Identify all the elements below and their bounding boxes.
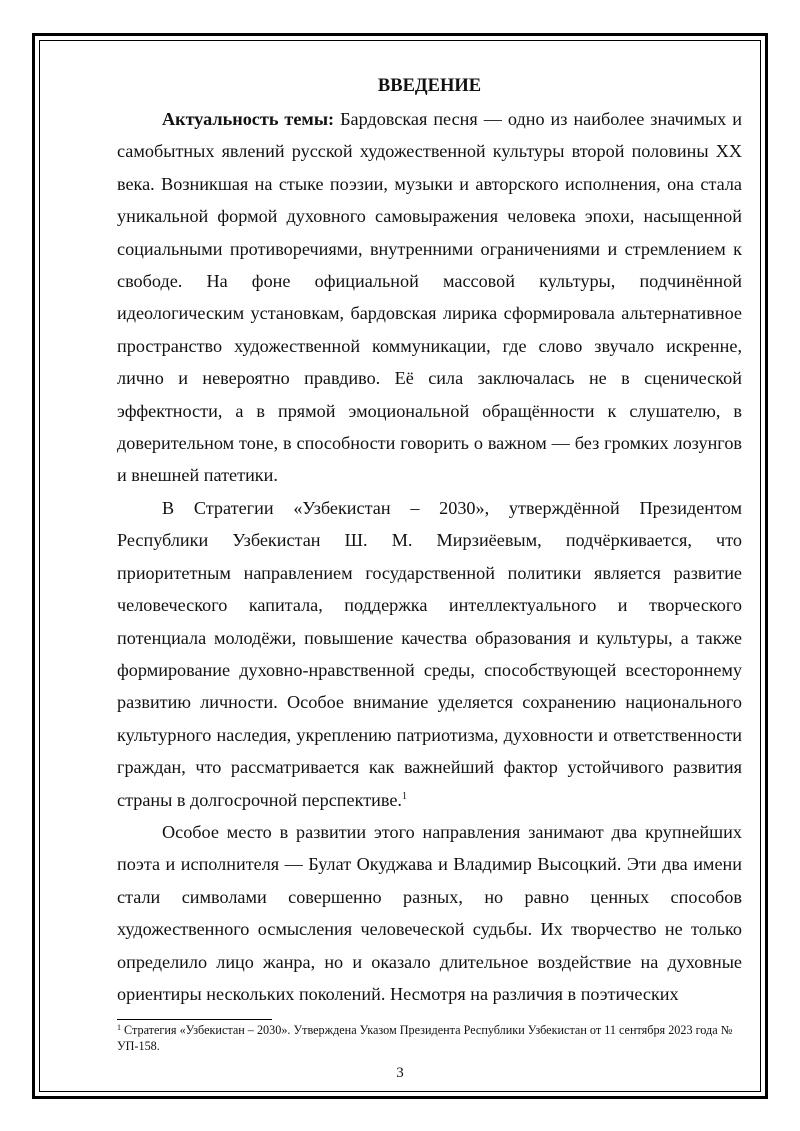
section-heading: ВВЕДЕНИЕ (377, 76, 482, 96)
footnote (117, 1022, 742, 1054)
paragraph-lead: Актуальность темы: (162, 109, 335, 129)
paragraph-text: Особое место в развитии этого направления занимают два крупнейших поэта и исполнителя — Булат Окуджава и Владимир Высоцкий. Эти два имени стали символами совершенно разных, но равно ценных способов художественного осмысления человеческой судьбы. Их творчество не только определило лицо жанра, но и оказало длительное воздействие на духовные ориентиры нескольких поколений. Несмотря на различия в поэтических (117, 821, 742, 1004)
paragraph-relevance (117, 103, 742, 492)
footnote-separator (117, 1019, 272, 1020)
paragraph-text: В Стратегии «Узбекистан – 2030», утверждённой Президентом Республики Узбекистан Ш. М. Мирзиёевым, подчёркивается, что приоритетным направлением государственной политики является развитие человеческого капитала, поддержка интеллектуального и творческого потенциала молодёжи, повышение качества образования и культуры, а также формирование духовно-нравственной среды, способствующей всестороннему развитию личности. Особое внимание уделяется сохранению национального культурного наследия, укреплению патриотизма, духовности и ответственности граждан, что рассматривается как важнейший фактор устойчивого развития страны в долгосрочной перспективе. (117, 497, 742, 810)
page-number: 3 (396, 1065, 404, 1081)
paragraph-poets (117, 816, 742, 1010)
document-body (117, 73, 742, 1010)
paragraph-text: Бардовская песня — одно из наиболее значимых и самобытных явлений русской художественной культуры второй половины XX века. Возникшая на стыке поэзии, музыки и авторского исполнения, она стала уникальной формой духовного самовыражения человека эпохи, насыщенной социальными противоречиями, внутренними ограничениями и стремлением к свободе. На фоне официальной массовой культуры, подчинённой идеологическим установкам, бардовская лирика сформировала альтернативное пространство художественной коммуникации, где слово звучало искренне, лично и невероятно правдиво. Её сила заключалась не в сценической эффектности, а в прямой эмоциональной обращённости к слушателю, в доверительном тоне, в способности говорить о важном — без громких лозунгов и внешней патетики. (117, 109, 742, 486)
footnote-reference[interactable]: 1 (401, 790, 407, 802)
paragraph-strategy (117, 492, 742, 816)
footnote-text: Стратегия «Узбекистан – 2030». Утверждена Указом Президента Республики Узбекистан от 11 сентября 2023 года № УП-158. (117, 1023, 733, 1053)
footnote-mark: 1 (117, 1023, 121, 1032)
